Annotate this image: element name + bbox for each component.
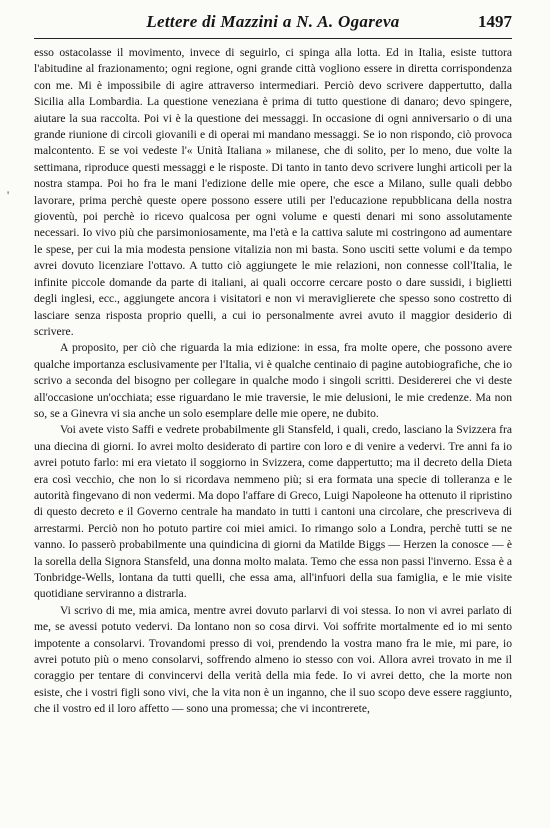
page-number: 1497 <box>478 12 512 31</box>
paragraph: A proposito, per ciò che riguarda la mia edizione: in essa, fra molte opere, che possono avere qualche importanza esclusivamente per l'Italia, vi è qualche centinaio di pagine autobiografiche, che io scrivo a seconda del bisogno per collegare in qualche modo i singoli scritti. Desidererei che vi deste all'occasione un'occhiata; esse riguardano le mie traversie, le mie delusioni, le mie credenze. Ma non so, se a Ginevra vi sia anche un solo esemplare delle mie opere, ne dubito. <box>34 341 512 420</box>
page-header <box>34 0 512 39</box>
margin-mark: ' <box>7 188 10 202</box>
paragraph: Voi avete visto Saffi e vedrete probabilmente gli Stansfeld, i quali, credo, lasciano la Svizzera fra una diecina di giorni. Io avrei molto desiderato di partire con loro e di venire a vedervi. Tre anni fa io avrei potuto farlo: mi era vietato il soggiorno in Svizzera, come dappertutto; ma il decreto della Dieta era così vecchio, che non lo si ricordava nemmeno più; si era formata una specie di tolleranza e le autorità fingevano di non vedermi. Ma dopo l'affare di Greco, Luigi Napoleone ha ottenuto il ripristino di questo decreto e il Governo centrale ha mandato in tutti i cantoni una circolare, che prescriveva di arrestarmi. Perciò non ho potuto partire coi miei amici. Io rimango solo a Londra, perchè tutti se ne vanno. Io passerò probabilmente una quindicina di giorni da Matilde Biggs — Herzen la conosce — è la sorella della Signora Stansfeld, una donna molto malata. Temo che essa non passi l'inverno. Essa è a Tonbridge-Wells, lontana da tutti quelli, che essa ama, all'infuori della sua famiglia, e le mie visite quotidiane serviranno a distrarla. <box>34 423 512 601</box>
paragraph: Vi scrivo di me, mia amica, mentre avrei dovuto parlarvi di voi stessa. Io non vi avrei parlato di me, se avessi potuto vedervi. Da lontano non so cosa dirvi. Voi soffrite mortalmente ed io mi sento impotente a consolarvi. Trovandomi presso di voi, prendendo la vostra mano fra le mie, mi pare, io avrei potuto più o meno consolarvi, soffrendo almeno io stesso con voi. Allora avrei trovato in me il coraggio per tentare di convincervi della verità della mia fede. Io vi avrei detto, che la morte non esiste, che i vostri figli sono vivi, che la vita non è un inganno, che il suo scopo deve essere raggiunto, che il vostro ed il loro affetto — sono una promessa; che vi incontrerete, <box>34 603 512 716</box>
paragraph: esso ostacolasse il movimento, invece di seguirlo, ci spinga alla lotta. Ed in Italia, esiste tuttora l'abitudine al frazionamento; ogni regione, ogni grande città vogliono essere in diretta corrispondenza con me. Mi è impossibile di agire attraverso intermediari. Perciò devo scrivere dappertutto, dalla Sicilia alla Lombardia. La questione veneziana è prima di tutto questione di danaro; devo spingere, aiutare la sua raccolta. Poi vi è la questione dei messaggi. In occasione di ogni anniversario o di una grande riunione di circoli giovanili e di operai mi mandano messaggi. Se io non rispondo, ciò provoca malcontento. E se voi vedeste l'« Unità Italiana » milanese, che di solito, per lo meno, due volte la settimana, riproduce questi messaggi e le risposte. Di tanto in tanto devo scrivere lunghi articoli per la nostra stampa. Poi ho fra le mani l'edizione delle mie opere, che esce a Milano, sulle quali debbo lavorare, prima perchè queste opere possono essere utili per l'educazione repubblicana della nostra gioventù, poi perchè io ricevo qualcosa per ogni volume e questi denari mi sono assolutamente necessari. Io vivo più che parsimoniosamente, ma l'età e la cattiva salute mi costringono ad aumentare le spese, per cui la mia modesta pensione vitalizia non mi basta. Sono usciti sette volumi e da tempo avrei dovuto licenziare l'ottavo. A tutto ciò aggiungete le mie relazioni, non connesse coll'Italia, le infinite piccole domande da parte di italiani, ai quali occorre cercare posto o dare sussidi, i biglietti degli inglesi, ecc., aggiungete ancora i visitatori e non vi meraviglierete che spesso sono costretto di lasciare senza risposta proprio quelli, a cui io personalmente avrei avuto il maggior desiderio di scrivere. <box>34 46 512 338</box>
running-title: Lettere di Mazzini a N. A. Ogareva <box>146 12 400 31</box>
body-text <box>34 45 512 718</box>
